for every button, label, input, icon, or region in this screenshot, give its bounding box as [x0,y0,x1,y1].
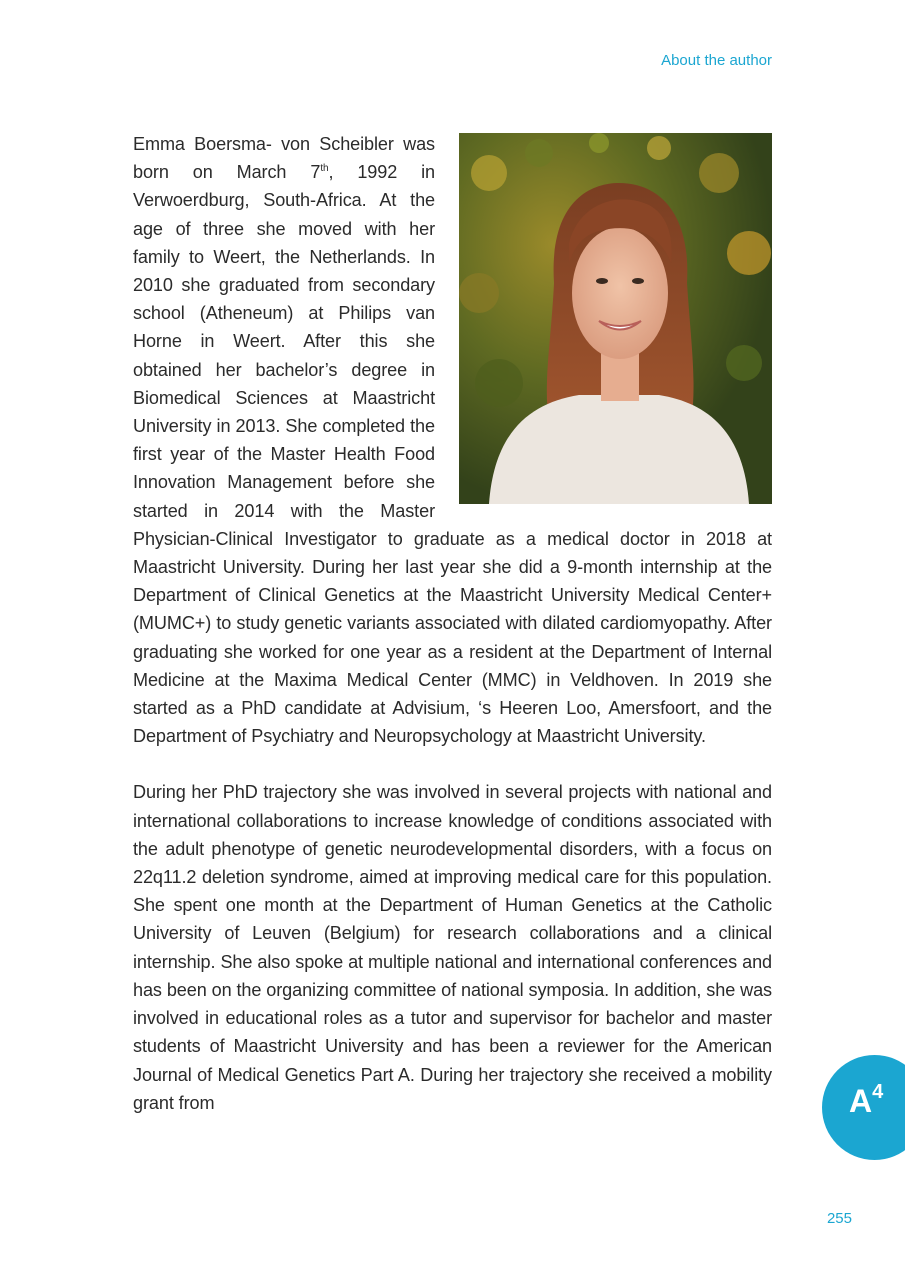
appendix-tab [822,1055,905,1160]
appendix-tab-label [849,1083,883,1120]
appendix-letter: A [849,1083,873,1119]
page-number: 255 [826,1210,852,1227]
ordinal-suffix: th [320,163,329,175]
running-header: About the author [661,52,772,69]
author-photo [459,133,772,504]
bio-intro: Emma Boersma- von Scheibler was born on March 7 [133,134,435,183]
bio-paragraph-2: During her PhD trajectory she was involved in several projects with national and international collaborations to increase knowledge of conditions associated with the adult phenotype of genetic neurodevelopmental disorders, with a focus on 22q11.2 deletion syndrome, aimed at improving medical care for this population. She spent one month at the Department of Human Genetics at the Catholic University of Leuven (Belgium) for research collaborations and a clinical internship. She also spoke at multiple national and international conferences and has been on the organizing committee of national symposia. In addition, she was involved in educational roles as a tutor and supervisor for bachelor and master students of Maastricht University and has been a reviewer for the American Journal of Medical Genetics Part A. During her trajectory she received a mobility grant from [133,782,772,1113]
bio-rest: , 1992 in Verwoerdburg, South-Africa. At the age of three she moved with her family to Weert, the Netherlands. In 2010 she graduated from secondary school (Atheneum) at Philips van Horne in Weert. After this she obtained her bachelor’s degree in Biomedical Sciences at Maastricht University in 2013. She completed the first year of the Master Health Food Innovation Management before she started in 2014 with the Master Physician-Clinical Investigator to graduate as a medical doctor in 2018 at Maastricht University. During her last year she did a 9-month internship at the Department of Clinical Genetics at the Maastricht University Medical Center+ (MUMC+) to study genetic variants associated with dilated cardiomyopathy. After graduating she worked for one year as a resident at the Department of Internal Medicine at the Maxima Medical Center (MMC) in Veldhoven. In 2019 she started as a PhD candidate at Advisium, ‘s Heeren Loo, Amersfoort, and the Department of Psychiatry and Neuropsychology at Maastricht University. [133,162,772,747]
bio-content [133,130,772,1145]
appendix-number: 4 [872,1081,884,1104]
